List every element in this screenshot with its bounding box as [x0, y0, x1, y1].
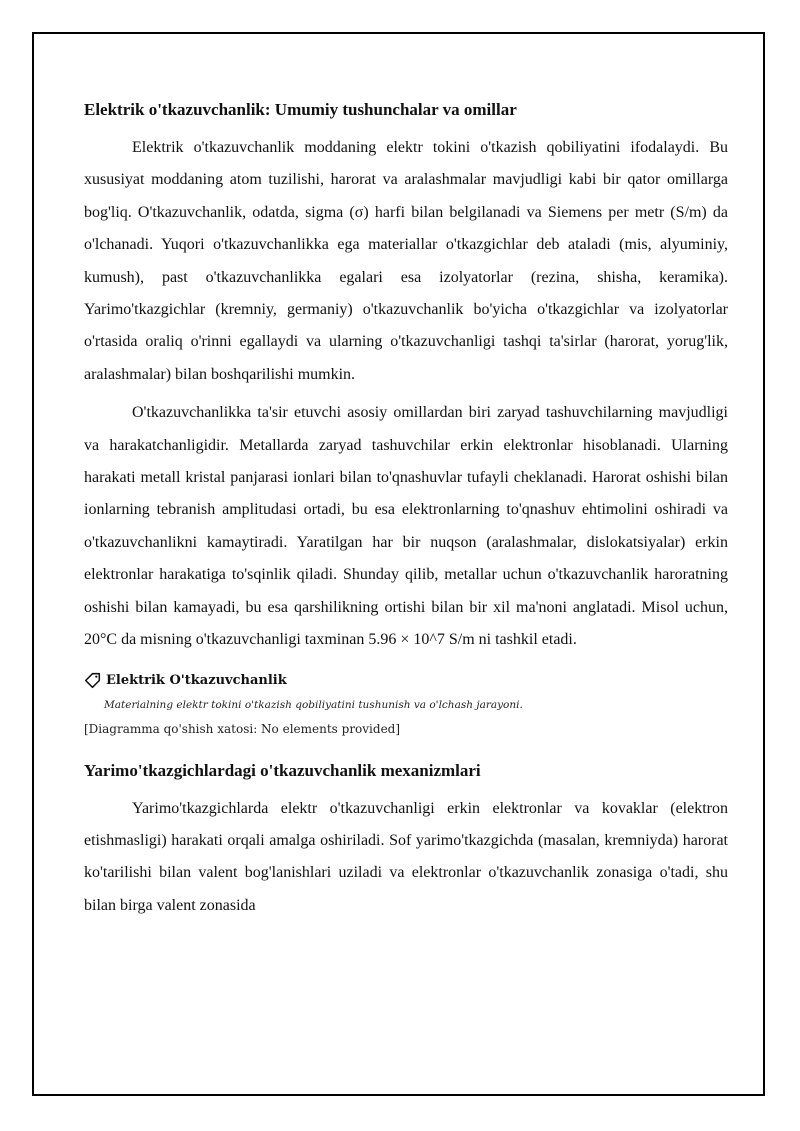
paragraph-factors: O'tkazuvchanlikka ta'sir etuvchi asosiy omillardan biri zaryad tashuvchilarning mavjudligi va harakatchanligidir. Metallarda zaryad tashuvchilar erkin elektronlar hisoblanadi. Ularning harakati metall kristal panjarasi ionlari bilan to'qnashuvlar tufayli cheklanadi. Harorat oshishi bilan ionlarning tebranish amplitudasi ortadi, bu esa elektronlarning to'qnashuv ehtimolini oshiradi va o'tkazuvchanlikni kamaytiradi. Yaratilgan har bir nuqson (aralashmalar, dislokatsiyalar) erkin elektronlar harakatiga to'sqinlik qiladi. Shunday qilib, metallar uchun o'tkazuvchanlik haroratning oshishi bilan kamayadi, bu esa qarshilikning ortishi bilan bir xil ma'noni anglatadi. Misol uchun, 20°C da misning o'tkazuvchanligi taxminan 5.96 × 10^7 S/m ni tashkil etadi.: [84, 404, 728, 649]
diagram-title-row: [84, 671, 728, 691]
section-heading-semiconductors: Yarimo'tkazgichlardagi o'tkazuvchanlik mexanizmlari: [84, 760, 481, 780]
document-content: [84, 98, 728, 928]
diagram-error-message: [Diagramma qo'shish xatosi: No elements provided]: [84, 721, 401, 736]
tag-icon: [84, 672, 101, 689]
paragraph-semiconductors: Yarimo'tkazgichlarda elektr o'tkazuvchanligi erkin elektronlar va kovaklar (elektron etishmasligi) harakati orqali amalga oshiriladi. Sof yarimo'tkazgichda (masalan, kremniyda) harorat ko'tarilishi bilan valent bog'lanishlari uziladi va elektronlar o'tkazuvchanlik zonasiga o'tadi, shu bilan birga valent zonasida: [84, 799, 728, 914]
section-heading-conductivity: Elektrik o'tkazuvchanlik: Umumiy tushunchalar va omillar: [84, 100, 517, 119]
diagram-subtitle: Materialning elektr tokini o'tkazish qobiliyatini tushunish va o'lchash jarayoni.: [104, 698, 523, 711]
paragraph-definition: Elektrik o'tkazuvchanlik moddaning elektr tokini o'tkazish qobiliyatini ifodalaydi. Bu xususiyat moddaning atom tuzilishi, harorat va aralashmalar mavjudligi kabi bir qator omillarga bog'liq. O'tkazuvchanlik, odatda, sigma (σ) harfi bilan belgilanadi va Siemens per metr (S/m) da o'lchanadi. Yuqori o'tkazuvchanlikka ega materiallar o'tkazgichlar deb ataladi (mis, alyuminiy, kumush), past o'tkazuvchanlikka egalari esa izolyatorlar (rezina, shisha, keramika). Yarimo'tkazgichlar (kremniy, germaniy) o'tkazuvchanlik bo'yicha o'tkazgichlar va izolyatorlar o'rtasida oraliq o'rinni egallaydi va ularning o'tkazuvchanligi tashqi ta'sirlar (harorat, yorug'lik, aralashmalar) bilan boshqarilishi mumkin.: [84, 139, 728, 383]
diagram-title: Elektrik O'tkazuvchanlik: [106, 673, 287, 688]
diagram-block: [84, 671, 728, 739]
